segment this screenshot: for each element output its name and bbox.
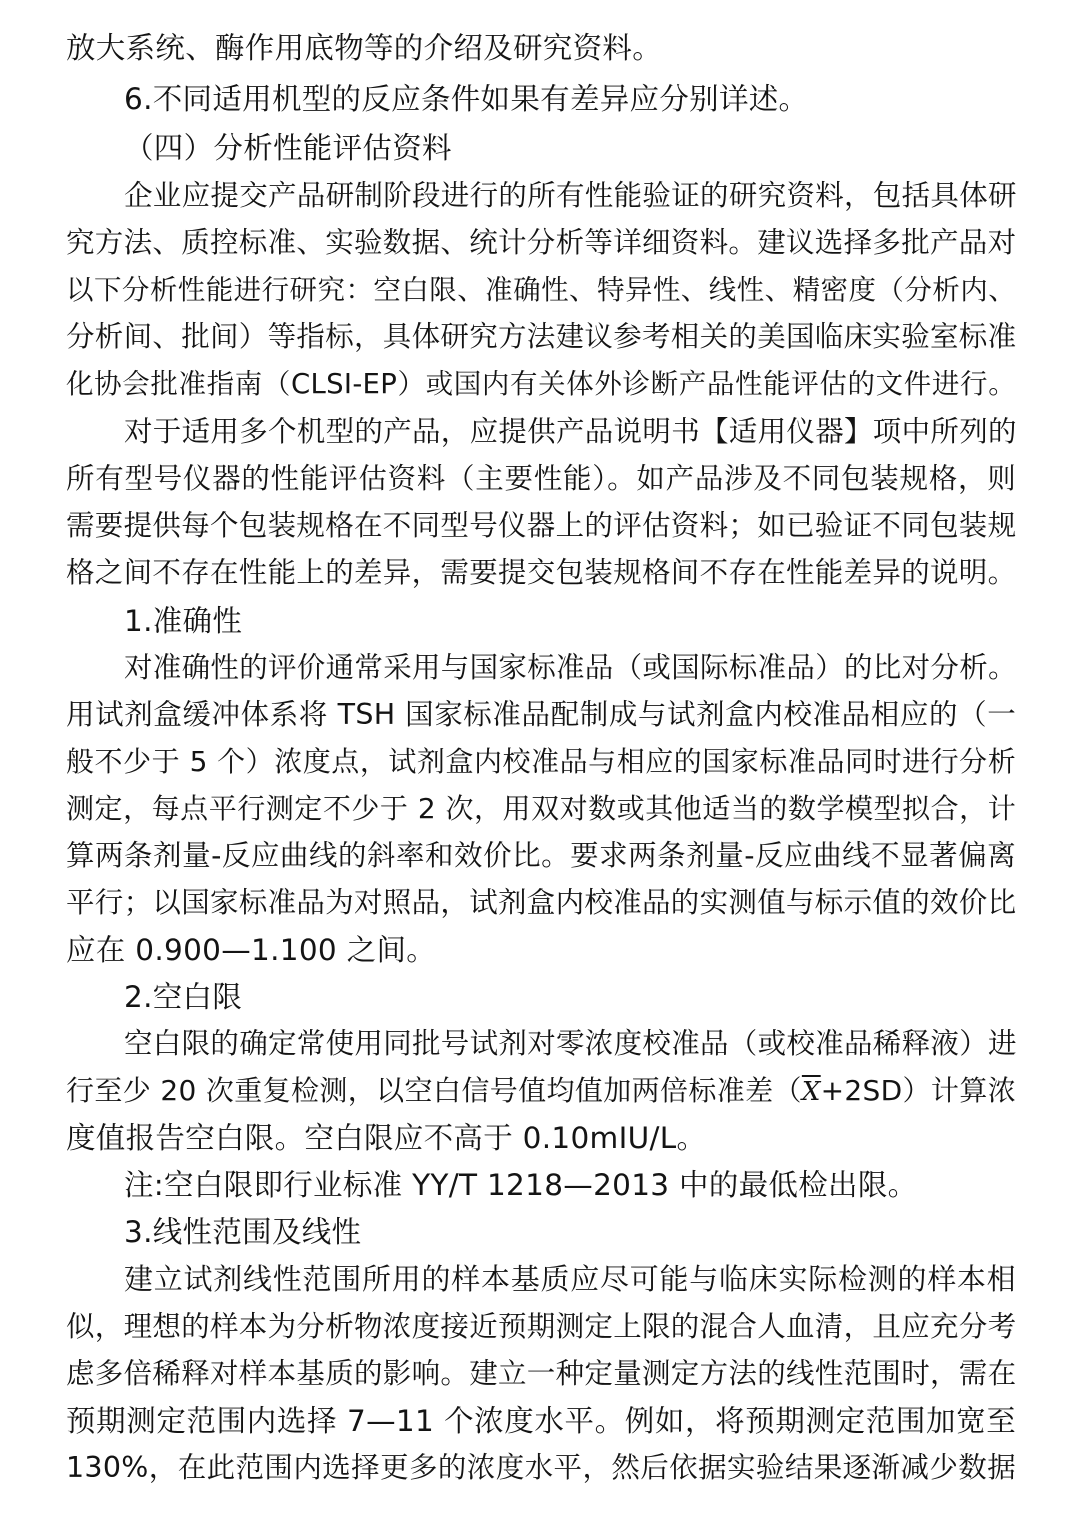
- paragraph-line-formula: [66, 1067, 1016, 1115]
- paragraph-line: 究方法、质控标准、实验数据、统计分析等详细资料。建议选择多批产品对: [66, 226, 1017, 259]
- section-heading-4: （四）分析性能评估资料: [124, 131, 452, 165]
- formula-text-after: +2SD）计算浓: [820, 1074, 1016, 1107]
- paragraph-line: 以下分析性能进行研究：空白限、准确性、特异性、线性、精密度（分析内、: [66, 274, 1016, 306]
- paragraph-line: 放大系统、酶作用底物等的介绍及研究资料。: [66, 31, 663, 65]
- paragraph-line: 似，理想的样本为分析物浓度接近预期测定上限的混合人血清，且应充分考: [66, 1310, 1017, 1343]
- paragraph-line: 应在 0.900—1.100 之间。: [66, 933, 437, 967]
- paragraph-line: 130%，在此范围内选择更多的浓度水平，然后依据实验结果逐渐减少数据: [66, 1451, 1016, 1484]
- paragraph-line: 所有型号仪器的性能评估资料（主要性能）。如产品涉及不同包装规格，则: [66, 462, 1016, 495]
- paragraph-line: 度值报告空白限。空白限应不高于 0.10mIU/L。: [66, 1121, 707, 1155]
- paragraph-line: 空白限的确定常使用同批号试剂对零浓度校准品（或校准品稀释液）进: [124, 1027, 1017, 1060]
- paragraph-line: 虑多倍稀释对样本基质的影响。建立一种定量测定方法的线性范围时，需在: [66, 1357, 1017, 1390]
- paragraph-line: 预期测定范围内选择 7—11 个浓度水平。例如，将预期测定范围加宽至: [66, 1404, 1016, 1438]
- subsection-heading-linearity: 3.线性范围及线性: [124, 1215, 362, 1249]
- paragraph-line: 算两条剂量-反应曲线的斜率和效价比。要求两条剂量-反应曲线不显著偏离: [66, 839, 1016, 872]
- paragraph-line: 需要提供每个包装规格在不同型号仪器上的评估资料；如已验证不同包装规: [66, 509, 1017, 542]
- paragraph-line: 用试剂盒缓冲体系将 TSH 国家标准品配制成与试剂盒内校准品相应的（一: [66, 698, 1016, 731]
- paragraph-line: 对准确性的评价通常采用与国家标准品（或国际标准品）的比对分析。: [124, 651, 1017, 684]
- subsection-heading-blank-limit: 2.空白限: [124, 980, 243, 1014]
- paragraph-line: 化协会批准指南（CLSI-EP）或国内有关体外诊断产品性能评估的文件进行。: [66, 368, 1016, 400]
- paragraph-line: 平行；以国家标准品为对照品，试剂盒内校准品的实测值与标示值的效价比: [66, 886, 1017, 919]
- x-bar-symbol: $\overline{X}$: [801, 1077, 821, 1107]
- paragraph-line: 格之间不存在性能上的差异，需要提交包装规格间不存在性能差异的说明。: [66, 556, 1017, 589]
- paragraph-line: 对于适用多个机型的产品，应提供产品说明书【适用仪器】项中所列的: [124, 415, 1017, 448]
- subsection-heading-accuracy: 1.准确性: [124, 604, 243, 638]
- paragraph-line: 建立试剂线性范围所用的样本基质应尽可能与临床实际检测的样本相: [124, 1262, 1016, 1296]
- paragraph-line: 分析间、批间）等指标，具体研究方法建议参考相关的美国临床实验室标准: [66, 320, 1017, 353]
- paragraph-line: 企业应提交产品研制阶段进行的所有性能验证的研究资料，包括具体研: [124, 179, 1017, 212]
- list-item-6: 6.不同适用机型的反应条件如果有差异应分别详述。: [124, 82, 809, 116]
- note-line: 注:空白限即行业标准 YY/T 1218—2013 中的最低检出限。: [124, 1168, 918, 1202]
- paragraph-line: 般不少于 5 个）浓度点，试剂盒内校准品与相应的国家标准品同时进行分析: [66, 745, 1016, 778]
- formula-text-before: 行至少 20 次重复检测，以空白信号值均值加两倍标准差（: [66, 1074, 802, 1107]
- paragraph-line: 测定，每点平行测定不少于 2 次，用双对数或其他适当的数学模型拟合，计: [66, 792, 1016, 825]
